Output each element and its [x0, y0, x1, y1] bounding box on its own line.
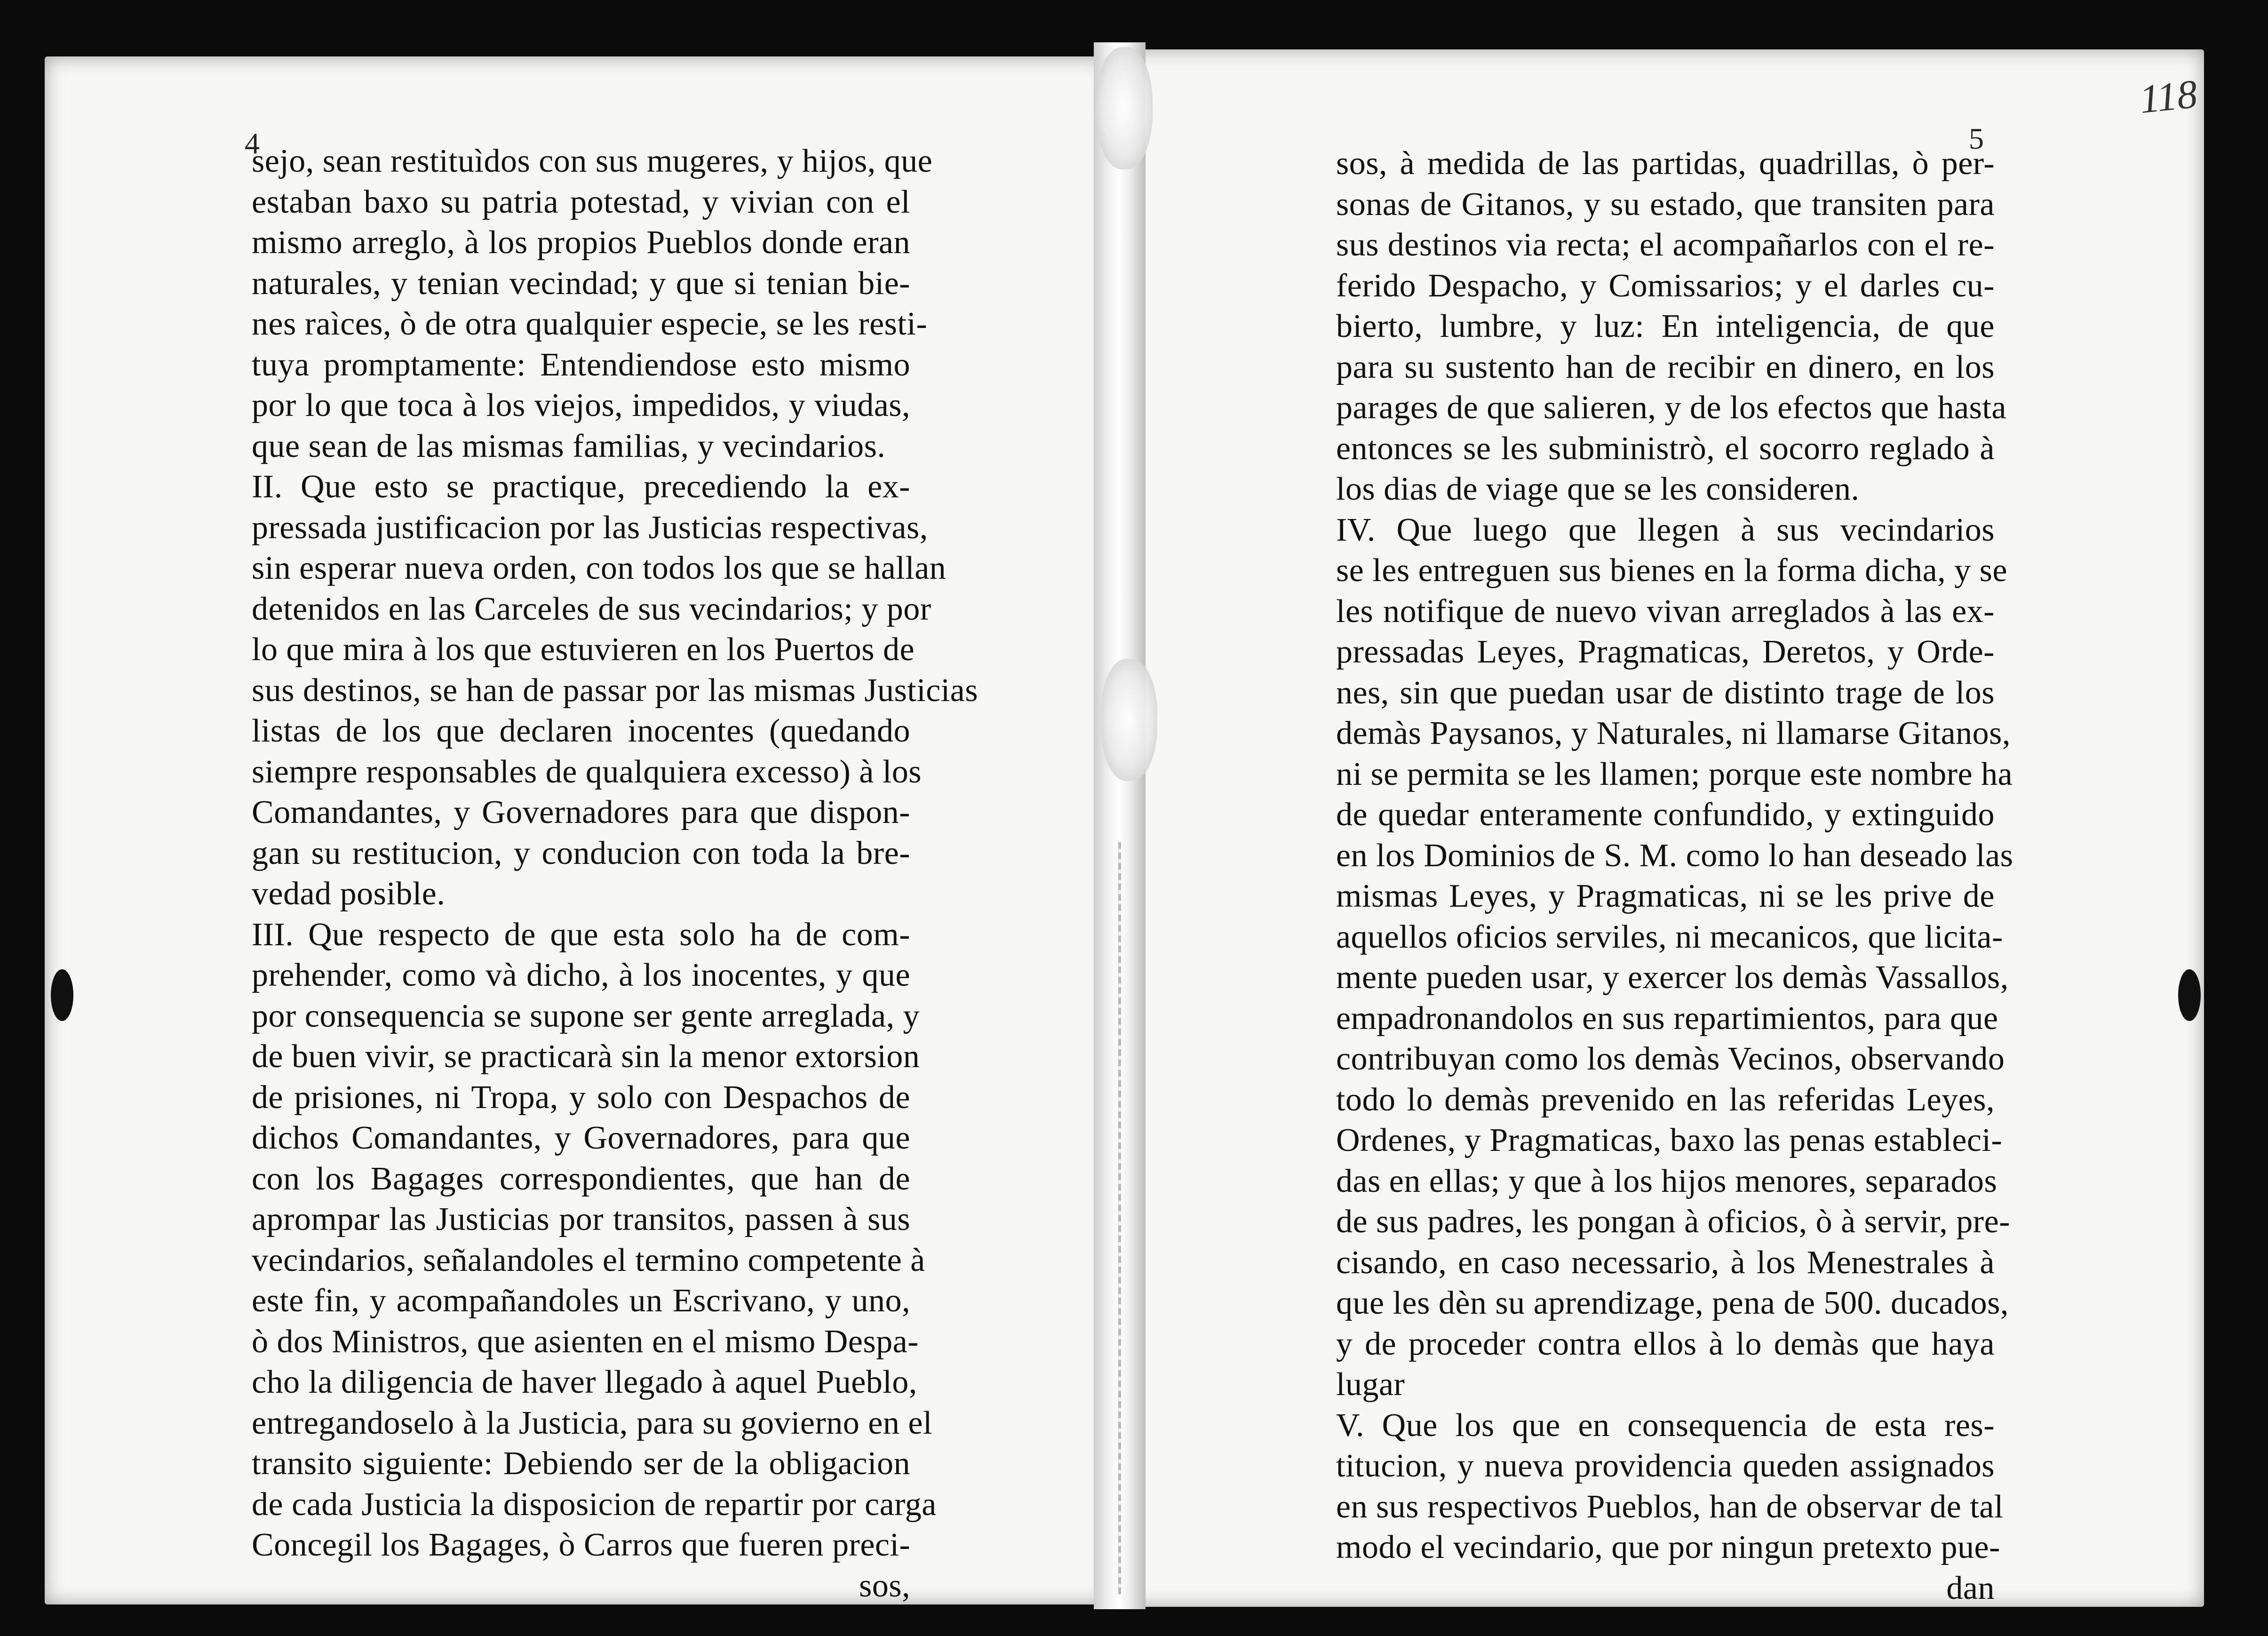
binding-hole-left — [51, 969, 73, 1021]
text-line: II. Que esto se practique, precediendo la ex- — [252, 469, 910, 505]
text-line: sus destinos, se han de passar por las mismas Justicias — [252, 672, 978, 709]
text-line: vedad posible. — [252, 876, 446, 912]
text-line: de sus padres, les pongan à oficios, ò à servir, pre- — [1336, 1204, 2010, 1240]
text-line: aquellos oficios serviles, ni mecanicos, que licita- — [1336, 918, 2003, 955]
text-line: mente pueden usar, y exercer los demàs Vassallos, — [1336, 959, 2009, 996]
text-line: lugar — [1336, 1366, 1405, 1403]
text-line: parages de que salieren, y de los efectos que hasta — [1336, 390, 2006, 426]
text-line: en los Dominios de S. M. como lo han deseado las — [1336, 837, 2013, 874]
text-line: listas de los que declaren inocentes (quedando — [252, 713, 910, 749]
text-line: prehender, como và dicho, à los inocentes, y que — [252, 957, 910, 993]
text-line: por lo que toca à los viejos, impedidos, y viudas, — [252, 387, 910, 423]
text-line: bierto, lumbre, y luz: En inteligencia, de que — [1336, 308, 1995, 344]
text-line: gan su restitucion, y conducion con toda la bre- — [252, 835, 910, 871]
text-line: IV. Que luego que llegen à sus vecindarios — [1336, 511, 1995, 548]
text-line: de prisiones, ni Tropa, y solo con Despachos de — [252, 1079, 910, 1116]
text-line: nes raìces, ò de otra qualquier especie, se les resti- — [252, 306, 928, 342]
book-gutter — [1094, 42, 1146, 1609]
text-line: sejo, sean restituìdos con sus mugeres, y hijos, que — [252, 143, 933, 179]
text-line: Ordenes, y Pragmaticas, baxo las penas estableci- — [1336, 1122, 2003, 1158]
text-line: de buen vivir, se practicarà sin la menor extorsion — [252, 1038, 920, 1075]
text-line: empadronandolos en sus repartimientos, para que — [1336, 1000, 1998, 1037]
binding-hole-right — [2178, 969, 2201, 1021]
text-line: lo que mira à los que estuvieren en los Puertos de — [252, 631, 915, 668]
text-line: nes, sin que puedan usar de distinto trage de los — [1336, 674, 1995, 711]
text-line: entregandoselo à la Justicia, para su govierno en el — [252, 1405, 932, 1441]
paper-damage — [1096, 47, 1153, 169]
text-line: III. Que respecto de que esta solo ha de com- — [252, 916, 910, 953]
text-line: titucion, y nueva providencia queden assignados — [1336, 1448, 1995, 1484]
text-line: de quedar enteramente confundido, y extinguido — [1336, 797, 1995, 833]
text-line: ferido Despacho, y Comissarios; y el darles cu- — [1336, 267, 1995, 304]
text-line: los dias de viage que se les consideren. — [1336, 471, 1860, 507]
text-line: entonces se les subministrò, el socorro reglado à — [1336, 430, 1995, 467]
text-line: vecindarios, señalandoles el termino competente à — [252, 1242, 925, 1278]
page-number-right: 5 — [1969, 122, 1984, 155]
text-line: mismo arreglo, à los propios Pueblos donde eran — [252, 224, 910, 261]
text-line: transito siguiente: Debiendo ser de la obligacion — [252, 1445, 910, 1482]
text-line: estaban baxo su patria potestad, y vivian con el — [252, 184, 910, 220]
text-line: de cada Justicia la disposicion de repartir por carga — [252, 1486, 937, 1523]
text-line: pressada justificacion por las Justicias respectivas, — [252, 509, 928, 546]
text-line: todo lo demàs prevenido en las referidas Leyes, — [1336, 1081, 1995, 1118]
catchword: sos, — [859, 1567, 910, 1604]
text-line: Comandantes, y Governadores para que dispon- — [252, 794, 910, 830]
right-page-text — [1336, 144, 2013, 1609]
text-line: por consequencia se supone ser gente arreglada, y — [252, 998, 920, 1034]
text-line: para su sustento han de recibir en dinero, en los — [1336, 349, 1995, 385]
text-line: ni se permita se les llamen; porque este nombre ha — [1336, 756, 2013, 792]
text-line: modo el vecindario, que por ningun pretexto pue- — [1336, 1529, 2000, 1565]
text-line: mismas Leyes, y Pragmaticas, ni se les prive de — [1336, 878, 1995, 914]
text-line: V. Que los que en consequencia de esta res- — [1336, 1407, 1995, 1444]
left-page-text — [252, 141, 978, 1606]
text-line: dichos Comandantes, y Governadores, para que — [252, 1120, 910, 1156]
text-line: este fin, y acompañandoles un Escrivano, y uno, — [252, 1283, 910, 1319]
text-line: ò dos Ministros, que asienten en el mismo Despa- — [252, 1323, 919, 1360]
text-line: cisando, en caso necessario, à los Menestrales à — [1336, 1244, 1995, 1281]
text-line: naturales, y tenian vecindad; y que si tenian bie- — [252, 265, 910, 302]
text-line: les notifique de nuevo vivan arreglados à las ex- — [1336, 593, 1995, 630]
text-line: que sean de las mismas familias, y vecindarios. — [252, 428, 886, 464]
text-line: Concegil los Bagages, ò Carros que fueren preci- — [252, 1527, 911, 1563]
text-line: siempre responsables de qualquiera excesso) à los — [252, 753, 922, 790]
text-line: cho la diligencia de haver llegado à aquel Pueblo, — [252, 1364, 917, 1400]
page-number-left: 4 — [245, 127, 260, 160]
text-line: que les dèn su aprendizage, pena de 500. ducados, — [1336, 1285, 2009, 1321]
text-line: tuya promptamente: Entendiendose esto mismo — [252, 346, 910, 383]
text-line: en sus respectivos Pueblos, han de observar de tal — [1336, 1488, 2004, 1525]
text-line: contribuyan como los demàs Vecinos, observando — [1336, 1041, 2005, 1077]
text-line: se les entreguen sus bienes en la forma dicha, y se — [1336, 552, 2007, 589]
text-line: pressadas Leyes, Pragmaticas, Deretos, y Orde- — [1336, 634, 1995, 670]
handwritten-folio-number: 118 — [2137, 71, 2200, 122]
text-line: das en ellas; y que à los hijos menores, separados — [1336, 1163, 1997, 1199]
text-line: sonas de Gitanos, y su estado, que transiten para — [1336, 186, 1995, 223]
text-line: aprompar las Justicias por transitos, passen à sus — [252, 1201, 910, 1237]
text-line: detenidos en las Carceles de sus vecindarios; y por — [252, 591, 931, 627]
text-line: demàs Paysanos, y Naturales, ni llamarse Gitanos, — [1336, 715, 2011, 751]
catchword: dan — [1946, 1570, 1995, 1606]
text-line: con los Bagages correspondientes, que han de — [252, 1160, 910, 1197]
binding-thread — [1118, 842, 1121, 1595]
text-line: sos, à medida de las partidas, quadrillas, ò per- — [1336, 145, 1995, 182]
text-line: y de proceder contra ellos à lo demàs que haya — [1336, 1325, 1995, 1362]
paper-damage — [1101, 659, 1157, 781]
text-line: sus destinos via recta; el acompañarlos con el re- — [1336, 227, 1995, 263]
text-line: sin esperar nueva orden, con todos los que se hallan — [252, 550, 947, 586]
